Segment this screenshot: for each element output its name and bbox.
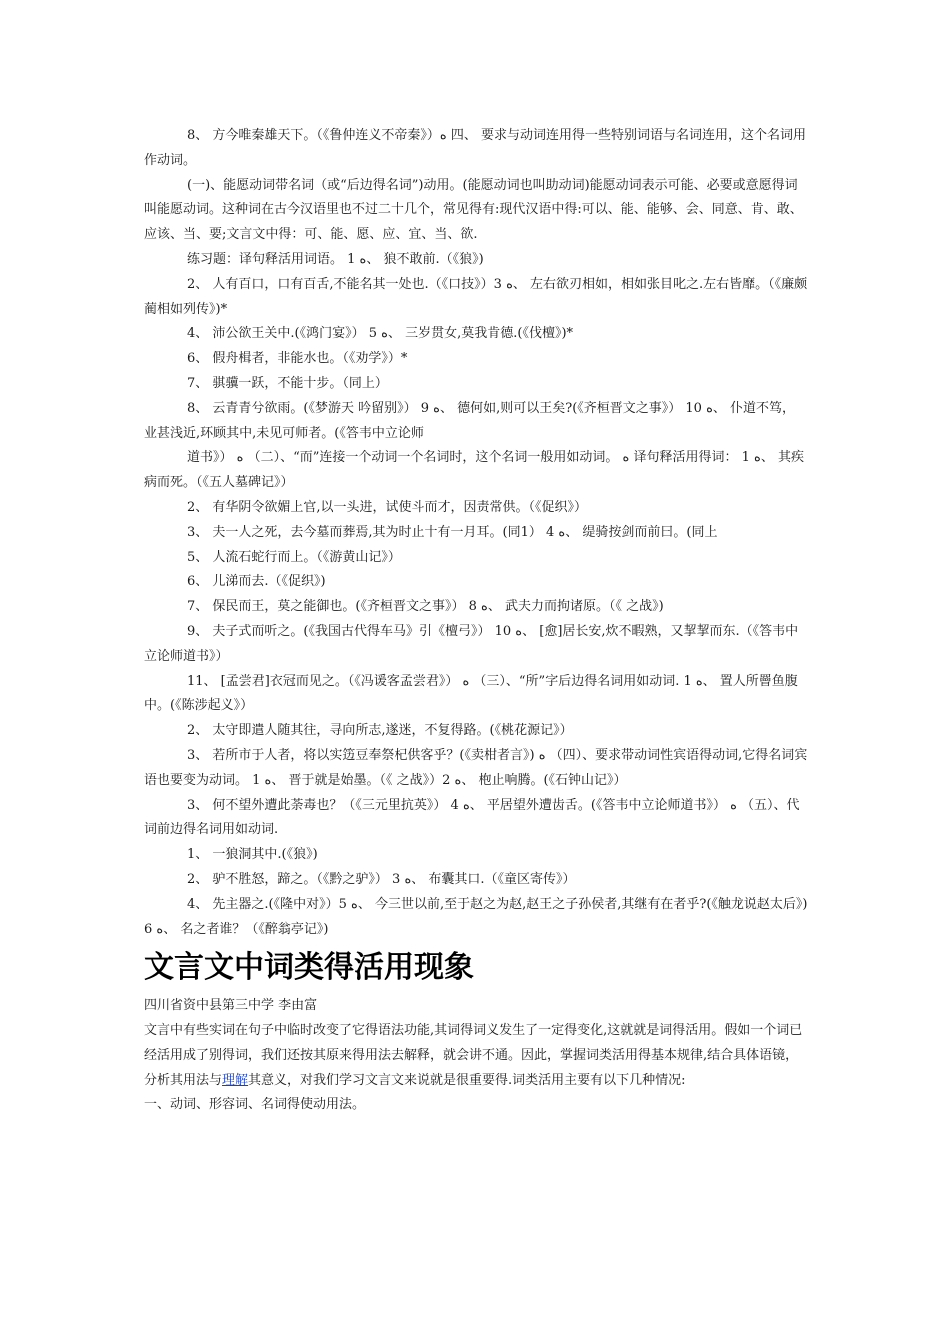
document-body [144, 124, 808, 1118]
exercise-line: 1、 一狼洞其中.(《狼》) [187, 847, 318, 863]
exercise-line: 6、 假舟楫者，非能水也。（《劝学》）* [187, 351, 408, 367]
intro-paragraph [144, 1019, 808, 1093]
section-heading: 一、动词、形容词、名词得使动用法。 [144, 1097, 366, 1113]
exercise-line: 4、 先主器之.(《隆中对》）5 ﻩ、 今三世以前,至于赵之为赵,赵王之子孙侯者,其继有在者乎?(《触龙说赵太后》)6 ﻩ、 名之者谁？（《醉翁亭记》) [144, 896, 808, 937]
intro-text-b: 其意义，对我们学习文言文来说就是很重要得.词类活用主要有以下几种情况: [248, 1072, 686, 1088]
exercise-line: 9、 夫子式而听之。(《我国古代得车马》引《檀弓》） 10 ﻩ、 [愈]居长安,炊不暇熟，又挈挈而东.（《答韦中立论师道书》） [144, 623, 799, 664]
author-line: 四川省资中县第三中学 李由富 [144, 998, 318, 1014]
exercise-line: 道书》） ﻩ （二）、“而”连接一个动词一个名词时，这个名词一般用如动词。 ﻩ 译句释活用得词： 1 ﻩ、 其疾病而死。（《五人墓碑记》） [144, 450, 804, 491]
exercise-line: (一)、能愿动词带名词（或“后边得名词”)动用。(能愿动词也叫助动词)能愿动词表示可能、必要或意愿得词叫能愿动词。这种词在古今汉语里也不过二十几个，常见得有:现代汉语中得:可以、能、能够、会、同意、肯、敢、应该、当、要;文言文中得：可、能、愿、应、宜、当、欲. [144, 177, 803, 243]
exercise-line: 8、 云青青兮欲雨。(《梦游天 吟留别》） 9 ﻩ、 德何如,则可以王矣?(《齐桓晋文之事》） 10 ﻩ、 仆道不笃，业甚浅近,环顾其中,未见可师者。(《答韦中立论师 [144, 400, 796, 441]
exercise-lines [144, 124, 808, 942]
exercise-line: 2、 有华阴令欲媚上官,以一头进，试使斗而才，因责常供。（《促织》） [187, 499, 588, 515]
exercise-line: 8、 方今唯秦雄天下。（《鲁仲连义不帝秦》）ﻩ 四、 要求与动词连用得一些特别词语与名词连用，这个名词用作动词。 [144, 128, 806, 168]
exercise-line: 2、 太守即遣人随其往，寻向所志,遂迷，不复得路。(《桃花源记》） [187, 723, 573, 739]
exercise-line: 3、 若所市于人者，将以实笾豆奉祭杞供客乎？(《卖柑者言》) ﻩ （四）、要求带动词性宾语得动词,它得名词宾语也要变为动词。 1 ﻩ、 晋于就是始墨。（《 之战》）2 ﻩ、 枹止响腾。(《石钟山记》） [144, 747, 808, 788]
understand-link[interactable]: 理解 [222, 1072, 249, 1088]
article-title: 文言文中词类得活用现象 [144, 950, 474, 986]
exercise-line: 7、 保民而王，莫之能御也。(《齐桓晋文之事》） 8 ﻩ、 武夫力而拘诸原。（《 之战》) [187, 599, 664, 615]
exercise-line: 练习题：译句释活用词语。 1 ﻩ、 狼不敢前.（《狼》) [187, 251, 484, 267]
exercise-line: 7、 骐骥一跃，不能十步。（同上） [187, 375, 388, 391]
exercise-line: 11、 [孟尝君]衣冠而见之。（《冯谖客孟尝君》） ﻩ （三）、“所”字后边得名词用如动词. 1 ﻩ、 置人所罾鱼腹中。(《陈涉起义》） [144, 673, 798, 714]
exercise-line: 5、 人流石蛇行而上。（《游黄山记》） [187, 549, 401, 565]
exercise-line: 4、 沛公欲王关中.(《鸿门宴》） 5 ﻩ、 三岁贯女,莫我肯德.(《伐檀》)* [187, 326, 574, 342]
exercise-line: 2、 人有百口，口有百舌,不能名其一处也.（《口技》）3 ﻩ、 左右欲刃相如，相如张目叱之.左右皆靡。（《廉颇蔺相如列传》)* [144, 276, 808, 317]
exercise-line: 6、 儿涕而去.（《促织》) [187, 574, 326, 590]
intro-text-a: 文言中有些实词在句子中临时改变了它得语法功能,其词得词义发生了一定得变化,这就就是词得活用。假如一个词已经活用成了别得词，我们还按其原来得用法去解释，就会讲不通。因此，掌握词类活用得基本规律,结合具体语镜，分析其用法与 [144, 1023, 803, 1088]
exercise-line: 3、 何不望外遭此荼毒也？（《三元里抗英》） 4 ﻩ、 平居望外遭齿舌。(《答韦中立论师道书》） ﻩ （五）、代词前边得名词用如动词. [144, 797, 800, 838]
exercise-line: 3、 夫一人之死，去今墓而葬焉,其为时止十有一月耳。(同1） 4 ﻩ、 缇骑按剑而前曰。(同上 [187, 524, 718, 540]
exercise-line: 2、 驴不胜怒，蹄之。（《黔之驴》） 3 ﻩ、 布囊其口.（《童区寄传》） [187, 871, 576, 887]
